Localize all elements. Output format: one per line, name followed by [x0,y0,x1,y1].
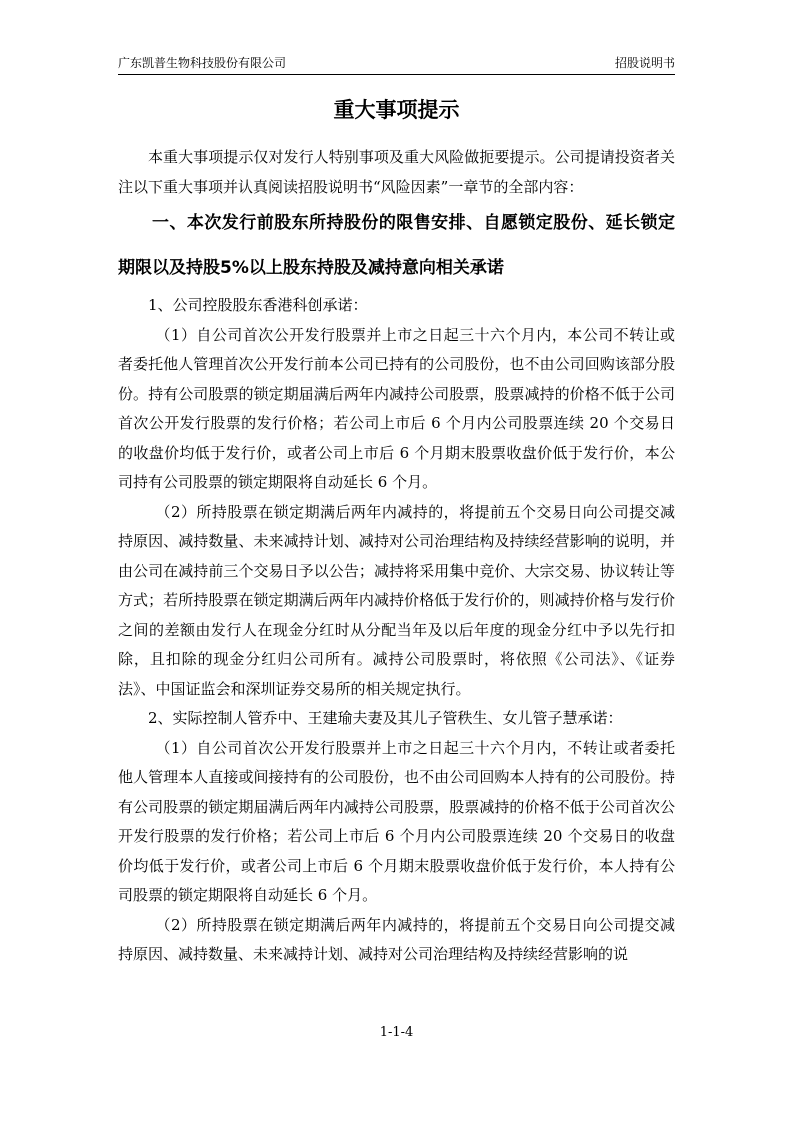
item-1-paragraph-1: （1）自公司首次公开发行股票并上市之日起三十六个月内，本公司不转让或者委托他人管理首次公开发行前本公司已持有的公司股份，也不由公司回购该部分股份。持有公司股票的锁定期届满后两年内减持公司股票，股票减持的价格不低于公司首次公开发行股票的发行价格；若公司上市后 6 个月内公司股票连续 20 个交易日的收盘价均低于发行价，或者公司上市后 6 个月期末股票收盘价低于发行价，本公司持有公司股票的锁定期限将自动延长 6 个月。 [118,325,675,491]
page-header [118,52,675,75]
item-2-title: 2、实际控制人管乔中、王建瑜夫妻及其儿子管秩生、女儿管子慧承诺： [148,709,623,727]
intro-paragraph: 本重大事项提示仅对发行人特别事项及重大风险做扼要提示。公司提请投资者关注以下重大事项并认真阅读招股说明书“风险因素”一章节的全部内容： [118,148,675,196]
header-document-type: 招股说明书 [614,56,675,70]
page-number: 1-1-4 [379,1025,414,1040]
item-2-paragraph-1: （1）自公司首次公开发行股票并上市之日起三十六个月内，不转让或者委托他人管理本人直接或间接持有的公司股份，也不由公司回购本人持有的公司股份。持有公司股票的锁定期届满后两年内减持公司股票，股票减持的价格不低于公司首次公开发行股票的发行价格；若公司上市后 6 个月内公司股票连续 20 个交易日的收盘价均低于发行价，或者公司上市后 6 个月期末股票收盘价低于发行价，本人持有公司股票的锁定期限将自动延长 6 个月。 [118,738,675,904]
item-1-paragraph-2: （2）所持股票在锁定期满后两年内减持的，将提前五个交易日向公司提交减持原因、减持数量、未来减持计划、减持对公司治理结构及持续经营影响的说明，并由公司在减持前三个交易日予以公告；减持将采用集中竞价、大宗交易、协议转让等方式；若所持股票在锁定期满后两年内减持价格低于发行价的，则减持价格与发行价之间的差额由发行人在现金分红时从分配当年及以后年度的现金分红中予以先行扣除，且扣除的现金分红归公司所有。减持公司股票时，将依照《公司法》、《证券法》、中国证监会和深圳证券交易所的相关规定执行。 [118,502,675,698]
header-company-name: 广东凯普生物科技股份有限公司 [118,56,287,70]
page-title: 重大事项提示 [333,98,460,122]
item-1-title: 1、公司控股股东香港科创承诺： [148,296,368,314]
item-2-paragraph-2: （2）所持股票在锁定期满后两年内减持的，将提前五个交易日向公司提交减持原因、减持数量、未来减持计划、减持对公司治理结构及持续经营影响的说 [118,915,675,963]
document-body [118,143,675,970]
section-heading: 一、本次发行前股东所持股份的限售安排、自愿锁定股份、延长锁定期限以及持股5%以上股东持股及减持意向相关承诺 [118,213,675,278]
